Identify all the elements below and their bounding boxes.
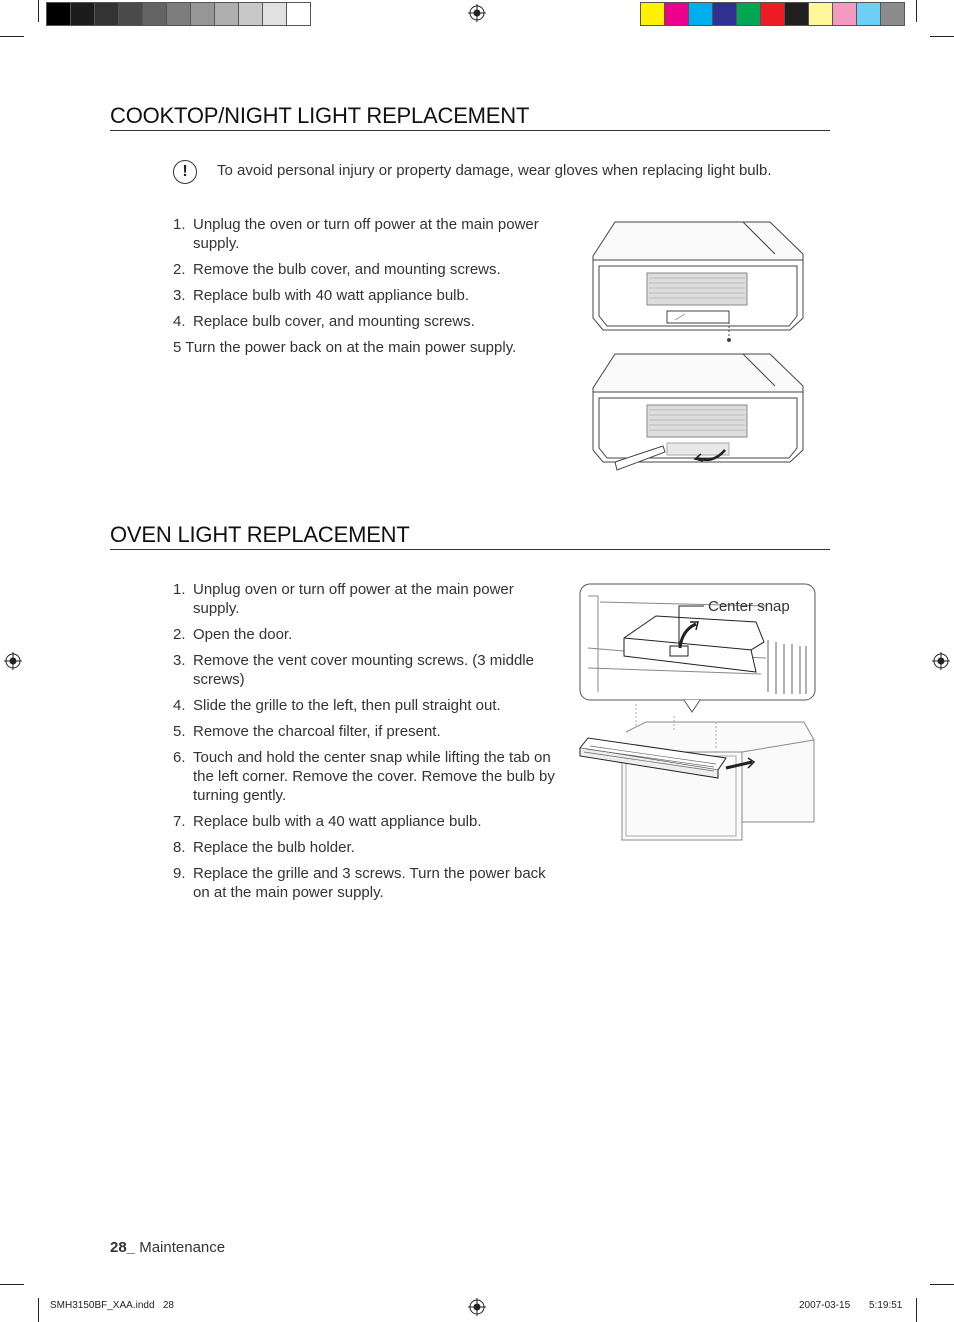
section-title-cooktop: COOKTOP/NIGHT LIGHT REPLACEMENT [110, 103, 830, 131]
callout-label: Center snap [708, 598, 790, 615]
color-swatch [263, 3, 287, 25]
color-swatch [215, 3, 239, 25]
crop-mark [0, 36, 24, 37]
page-footer [110, 1239, 225, 1256]
crop-mark [930, 1284, 954, 1285]
color-swatch [641, 3, 665, 25]
grayscale-color-bar [46, 2, 311, 26]
crop-mark [930, 36, 954, 37]
list-item: 6. Touch and hold the center snap while lifting the tab on the left corner. Remove the cover. Remove the bulb by turning gently. [173, 749, 555, 804]
color-swatch [665, 3, 689, 25]
list-item: 3. Remove the vent cover mounting screws. (3 middle screws) [173, 652, 534, 688]
color-swatch [71, 3, 95, 25]
crop-mark [38, 0, 39, 22]
color-swatch [167, 3, 191, 25]
list-item: 7. Replace bulb with a 40 watt appliance bulb. [173, 813, 482, 830]
slug-date: 2007-03-15 [799, 1300, 851, 1311]
list-item: 3. Replace bulb with 40 watt appliance bulb. [173, 287, 470, 304]
color-swatch [713, 3, 737, 25]
color-swatch [95, 3, 119, 25]
list-item: 8. Replace the bulb holder. [173, 839, 355, 856]
list-item: 2. Remove the bulb cover, and mounting screws. [173, 261, 501, 278]
color-swatch [239, 3, 263, 25]
color-swatch [191, 3, 215, 25]
list-item: 5 Turn the power back on at the main power supply. [173, 339, 517, 356]
warning-text: To avoid personal injury or property damage, wear gloves when replacing light bulb. [217, 162, 772, 179]
registration-mark-icon [468, 1298, 486, 1316]
color-swatch [761, 3, 785, 25]
warning-icon: ! [173, 160, 197, 184]
color-swatch [119, 3, 143, 25]
section-title-oven-light: OVEN LIGHT REPLACEMENT [110, 522, 830, 550]
list-item: 4. Replace bulb cover, and mounting screws. [173, 313, 475, 330]
color-swatch [287, 3, 310, 25]
process-color-bar [640, 2, 905, 26]
slug-time: 5:19:51 [869, 1300, 903, 1311]
color-swatch [47, 3, 71, 25]
color-swatch [785, 3, 809, 25]
color-swatch [143, 3, 167, 25]
registration-mark-icon [468, 4, 486, 22]
list-item: 1. Unplug the oven or turn off power at the main power supply. [173, 216, 539, 252]
list-item: 1. Unplug oven or turn off power at the main power supply. [173, 581, 514, 617]
crop-mark [916, 1298, 917, 1322]
color-swatch [833, 3, 857, 25]
footer-section: Maintenance [135, 1239, 226, 1256]
registration-mark-icon [932, 652, 950, 670]
list-item: 9. Replace the grille and 3 screws. Turn the power back on at the main power supply. [173, 865, 546, 901]
cooktop-light-illustration [585, 218, 810, 480]
crop-mark [916, 0, 917, 22]
page-number: 28_ [110, 1239, 136, 1256]
list-item: 2. Open the door. [173, 626, 293, 643]
color-swatch [689, 3, 713, 25]
oven-light-steps-list [173, 580, 558, 909]
cooktop-steps-list [173, 215, 558, 364]
crop-mark [38, 1298, 39, 1322]
color-swatch [737, 3, 761, 25]
list-item: 4. Slide the grille to the left, then pull straight out. [173, 697, 501, 714]
color-swatch [881, 3, 904, 25]
oven-light-illustration [576, 582, 818, 844]
color-swatch [809, 3, 833, 25]
color-swatch [857, 3, 881, 25]
registration-mark-icon [4, 652, 22, 670]
slug-filename: SMH3150BF_XAA.indd 28 [50, 1300, 174, 1311]
crop-mark [0, 1284, 24, 1285]
list-item: 5. Remove the charcoal filter, if present. [173, 723, 441, 740]
